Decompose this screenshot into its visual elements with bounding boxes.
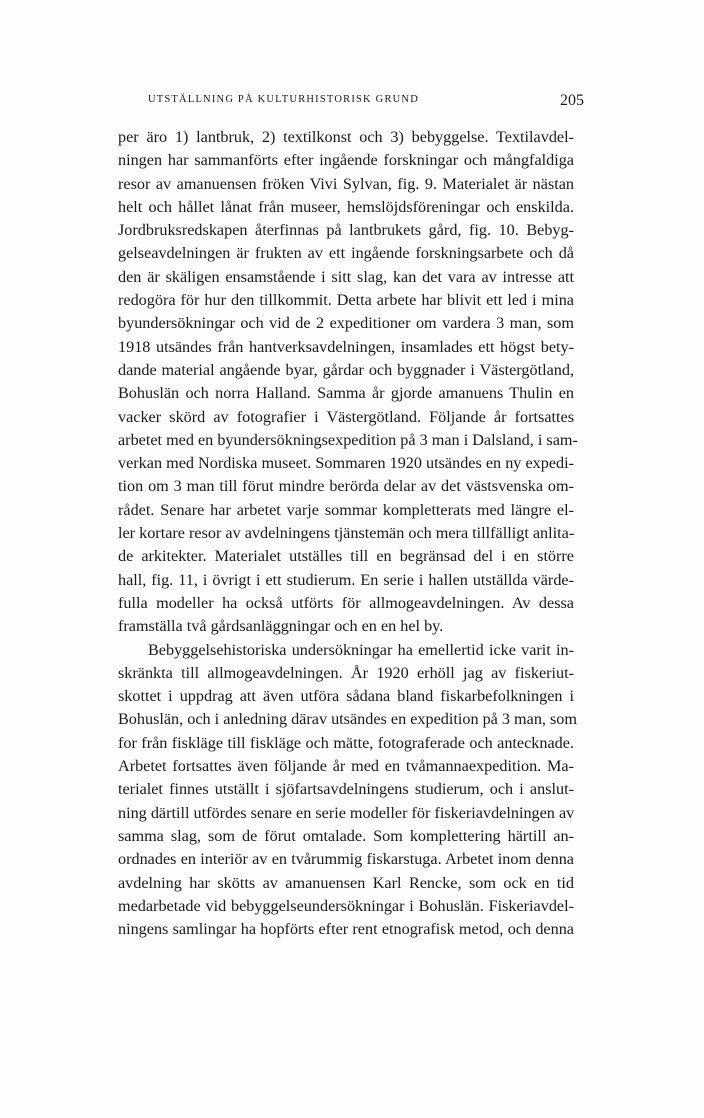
text-line: den är skäligen ensamstående i sitt slag, kan det vara av intresse att [118, 267, 574, 286]
text-line: 1918 utsändes från hantverksavdelningen, insamlades ett högst bety- [118, 337, 574, 356]
text-line: hall, fig. 11, i övrigt i ett studierum. En serie i hallen utställda värde- [118, 570, 574, 589]
text-line: for från fiskläge till fiskläge och mätte, fotograferade och antecknade. [118, 733, 574, 752]
text-line: de arkitekter. Materialet utställes till en begränsad del i en större [118, 547, 574, 566]
text-line: arbetet med en byundersökningsexpedition på 3 man i Dalsland, i sam- [118, 430, 578, 449]
running-title: UTSTÄLLNING PÅ KULTURHISTORISK GRUND [148, 94, 420, 105]
text-line: Bohuslän och norra Halland. Samma år gjorde amanuens Thulin en [118, 384, 574, 403]
body-text [118, 126, 578, 941]
text-line: per äro 1) lantbruk, 2) textilkonst och 3) bebyggelse. Textilavdel- [118, 128, 574, 146]
text-line: medarbetade vid bebyggelseundersökningar i Bohuslän. Fiskeriavdel- [118, 896, 574, 915]
text-line: ordnades en interiör av en tvårummig fiskarstuga. Arbetet inom denna [118, 850, 574, 869]
text-line: vacker skörd av fotografier i Västergötland. Följande år fortsattes [118, 407, 574, 426]
text-line: ningens samlingar ha hopförts efter rent etnografisk metod, och denna [118, 920, 574, 939]
text-line: Bohuslän, och i anledning därav utsändes en expedition på 3 man, som [118, 710, 577, 729]
text-line: ningen har sammanförts efter ingående forskningar och mångfaldiga [118, 151, 574, 170]
text-line: resor av amanuensen fröken Vivi Sylvan, fig. 9. Materialet är nästan [118, 174, 574, 193]
text-line: dande material angående byar, gårdar och byggnader i Västergötland, [118, 360, 574, 379]
paragraph-start-line: Bebyggelsehistoriska undersökningar ha emellertid icke varit in- [148, 640, 574, 659]
text-line: skottet i uppdrag att även utföra sådana bland fiskarbefolkningen i [118, 687, 574, 706]
paragraph-end-line: framställa två gårdsanläggningar och en en hel by. [118, 617, 444, 636]
text-line: terialet finnes utställt i sjöfartsavdelningens studierum, och i anslut- [118, 780, 574, 799]
text-line: tion om 3 man till förut mindre berörda delar av det västsvenska om- [118, 477, 574, 496]
text-line: gelseavdelningen är frukten av ett ingående forskningsarbete och då [118, 244, 574, 263]
text-line: redogöra för hur den tillkommit. Detta arbete har blivit ett led i mina [118, 291, 574, 310]
page-number: 205 [560, 92, 584, 109]
text-line: helt och hållet lånat från museer, hemslöjdsföreningar och enskilda. [118, 197, 574, 216]
text-line: rådet. Senare har arbetet varje sommar kompletterats med längre el- [118, 500, 574, 519]
text-line: byundersökningar och vid de 2 expeditioner om vardera 3 man, som [118, 314, 574, 333]
text-line: samma slag, som de förut omtalade. Som komplettering härtill an- [118, 826, 574, 845]
text-line: avdelning har skötts av amanuensen Karl Rencke, som ock en tid [118, 873, 574, 892]
text-line: Arbetet fortsattes även följande år med en tvåmannaexpedition. Ma- [118, 757, 574, 776]
text-line: ler kortare resor av avdelningens tjänstemän och mera tillfälligt anlita- [118, 524, 575, 543]
text-line: verkan med Nordiska museet. Sommaren 1920 utsändes en ny expedi- [118, 454, 574, 473]
text-line: skränkta till allmogeavdelningen. År 1920 erhöll jag av fiskeriut- [118, 663, 574, 682]
page-header [148, 92, 584, 112]
text-line: Jordbruksredskapen återfinnas på lantbrukets gård, fig. 10. Bebyg- [118, 221, 574, 240]
text-line: fulla modeller ha också utförts för allmogeavdelningen. Av dessa [118, 593, 574, 612]
text-line: ning därtill utfördes senare en serie modeller för fiskeriavdelningen av [118, 803, 575, 822]
